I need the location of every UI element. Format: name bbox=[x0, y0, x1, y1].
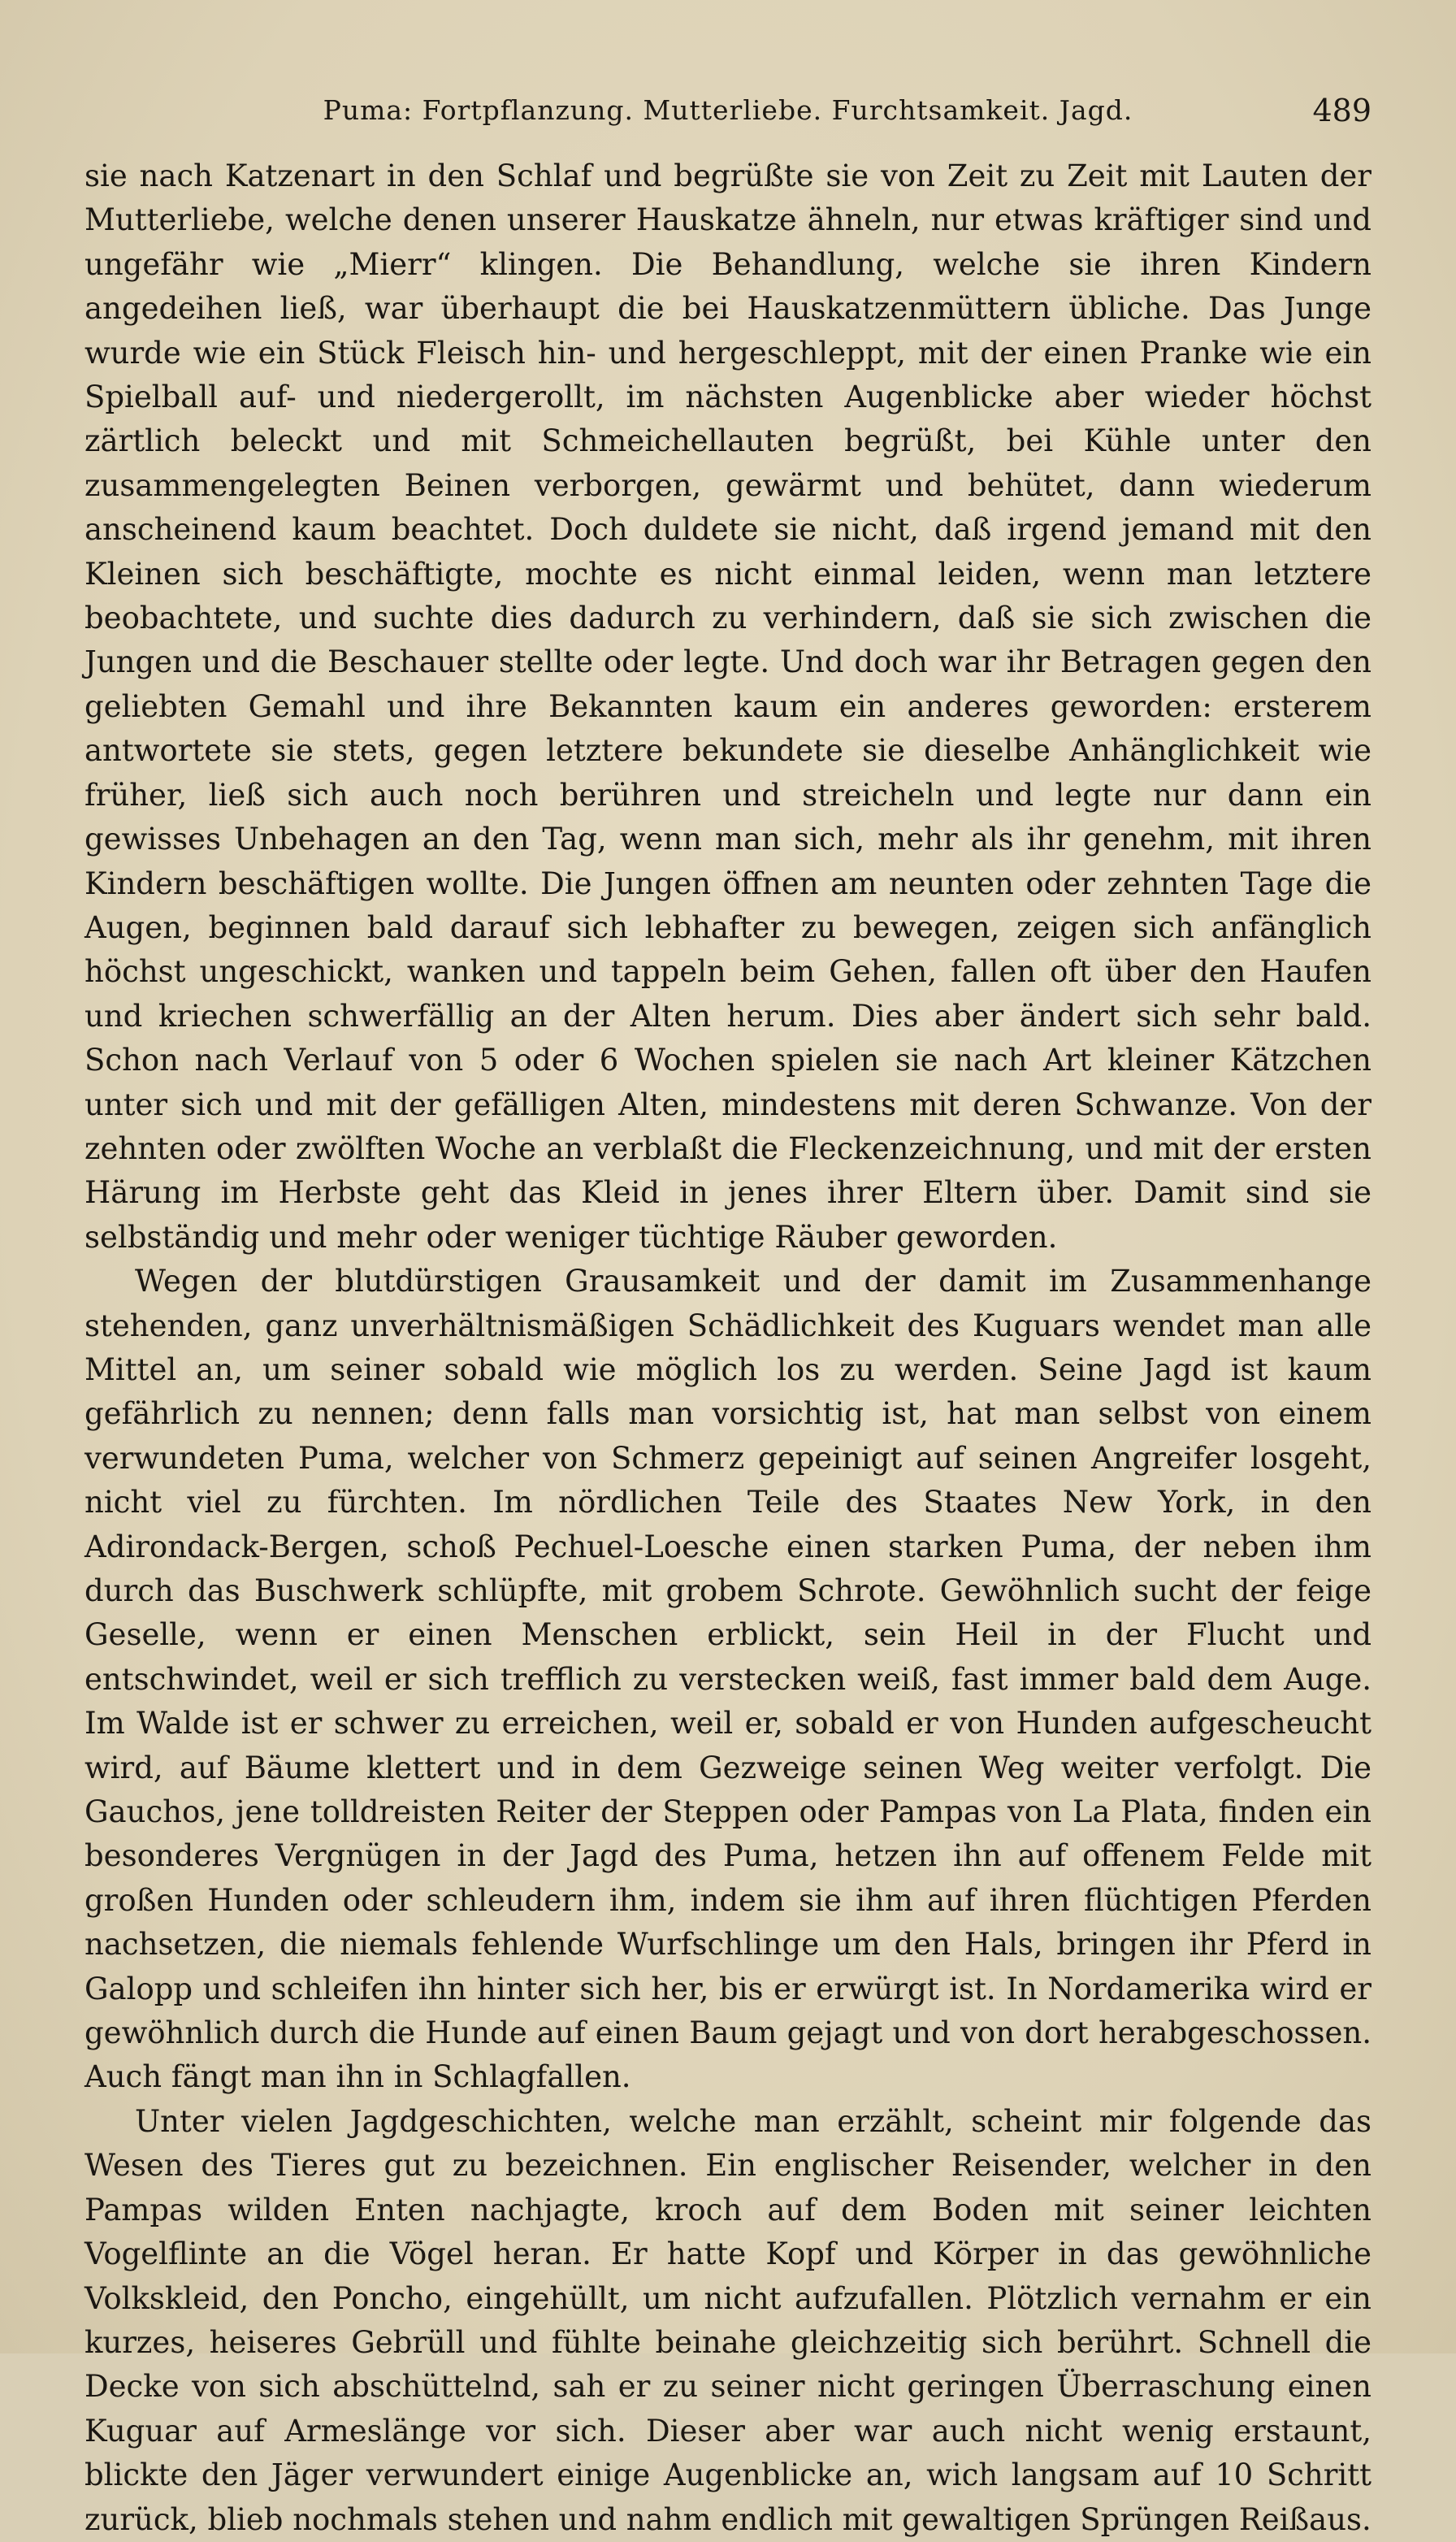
paragraph-hunting-story: Unter vielen Jagdgeschichten, welche man erzählt, scheint mir folgende das Wesen des Tieres gut zu bezeichnen. Ein englischer Reisender, welcher in den Pampas wilden Enten nachjagte, kroch auf dem Boden mit seiner leichten Vogelflinte an die Vögel heran. Er hatte Kopf und Körper in das gewöhnliche Volkskleid, den Poncho, eingehüllt, um nicht aufzufallen. Plötzlich vernahm er ein kurzes, heiseres Gebrüll und fühlte beinahe gleichzeitig sich berührt. Schnell die Decke von sich abschüttelnd, sah er zu seiner nicht geringen Überraschung einen Kuguar auf Armeslänge vor sich. Dieser aber war auch nicht wenig erstaunt, blickte den Jäger verwundert einige Augenblicke an, wich langsam auf 10 Schritt zurück, blieb nochmals stehen und nahm endlich mit gewaltigen Sprüngen Reißaus. bbox=[84, 2103, 1372, 2537]
paragraph-mother-care: sie nach Katzenart in den Schlaf und begrüßte sie von Zeit zu Zeit mit Lauten der Mutterliebe, welche denen unserer Hauskatze ähneln, nur etwas kräftiger sind und ungefähr wie „Mierr“ klingen. Die Behandlung, welche sie ihren Kindern angedeihen ließ, war überhaupt die bei Hauskatzenmüttern übliche. Das Junge wurde wie ein Stück Fleisch hin- und hergeschleppt, mit der einen Pranke wie ein Spielball auf- und niedergerollt, im nächsten Augenblicke aber wieder höchst zärtlich beleckt und mit Schmeichellauten begrüßt, bei Kühle unter den zusammengelegten Beinen verborgen, gewärmt und behütet, dann wiederum anscheinend kaum beachtet. Doch duldete sie nicht, daß irgend jemand mit den Kleinen sich beschäftigte, mochte es nicht einmal leiden, wenn man letztere beobachtete, und suchte dies dadurch zu verhindern, daß sie sich zwischen die Jungen und die Beschauer stellte oder legte. Und doch war ihr Betragen gegen den geliebten Gemahl und ihre Bekannten kaum ein anderes geworden: ersterem antwortete sie stets, gegen letztere bekundete sie dieselbe Anhänglichkeit wie früher, ließ sich auch noch berühren und streicheln und legte nur dann ein gewisses Unbehagen an den Tag, wenn man sich, mehr als ihr genehm, mit ihren Kindern beschäftigen wollte. Die Jungen öffnen am neunten oder zehnten Tage die Augen, beginnen bald darauf sich lebhafter zu bewegen, zeigen sich anfänglich höchst ungeschickt, wanken und tappeln beim Gehen, fallen oft über den Haufen und kriechen schwerfällig an der Alten herum. Dies aber ändert sich sehr bald. Schon nach Verlauf von 5 oder 6 Wochen spielen sie nach Art kleiner Kätzchen unter sich und mit der gefälligen Alten, mindestens mit deren Schwanze. Von der zehnten oder zwölften Woche an verblaßt die Fleckenzeichnung, und mit der ersten Härung im Herbste geht das Kleid in jenes ihrer Eltern über. Damit sind sie selbständig und mehr oder weniger tüchtige Räuber geworden. bbox=[84, 158, 1372, 1255]
paragraph-hunting: Wegen der blutdürstigen Grausamkeit und der damit im Zusammenhange stehenden, ganz unverhältnismäßigen Schädlichkeit des Kuguars wendet man alle Mittel an, um seiner sobald wie möglich los zu werden. Seine Jagd ist kaum gefährlich zu nennen; denn falls man vorsichtig ist, hat man selbst von einem verwundeten Puma, welcher von Schmerz gepeinigt auf seinen Angreifer losgeht, nicht viel zu fürchten. Im nördlichen Teile des Staates New York, in den Adirondack-Bergen, schoß Pechuel-Loesche einen starken Puma, der neben ihm durch das Buschwerk schlüpfte, mit grobem Schrote. Gewöhnlich sucht der feige Geselle, wenn er einen Menschen erblickt, sein Heil in der Flucht und entschwindet, weil er sich trefflich zu verstecken weiß, fast immer bald dem Auge. Im Walde ist er schwer zu erreichen, weil er, sobald er von Hunden aufgescheucht wird, auf Bäume klettert und in dem Gezweige seinen Weg weiter verfolgt. Die Gauchos, jene tolldreisten Reiter der Steppen oder Pampas von La Plata, finden ein besonderes Vergnügen in der Jagd des Puma, hetzen ihn auf offenem Felde mit großen Hunden oder schleudern ihm, indem sie ihm auf ihren flüchtigen Pferden nachsetzen, die niemals fehlende Wurfschlinge um den Hals, bringen ihr Pferd in Galopp und schleifen ihn hinter sich her, bis er erwürgt ist. In Nordamerika wird er gewöhnlich durch die Hunde auf einen Baum gejagt und von dort herabgeschossen. Auch fängt man ihn in Schlagfallen. bbox=[84, 1264, 1372, 2095]
page-number: 489 bbox=[1312, 93, 1372, 128]
running-head: Puma: Fortpflanzung. Mutterliebe. Furchtsamkeit. Jagd. bbox=[323, 94, 1133, 126]
body-text bbox=[84, 154, 1372, 2542]
page-header bbox=[84, 86, 1372, 135]
